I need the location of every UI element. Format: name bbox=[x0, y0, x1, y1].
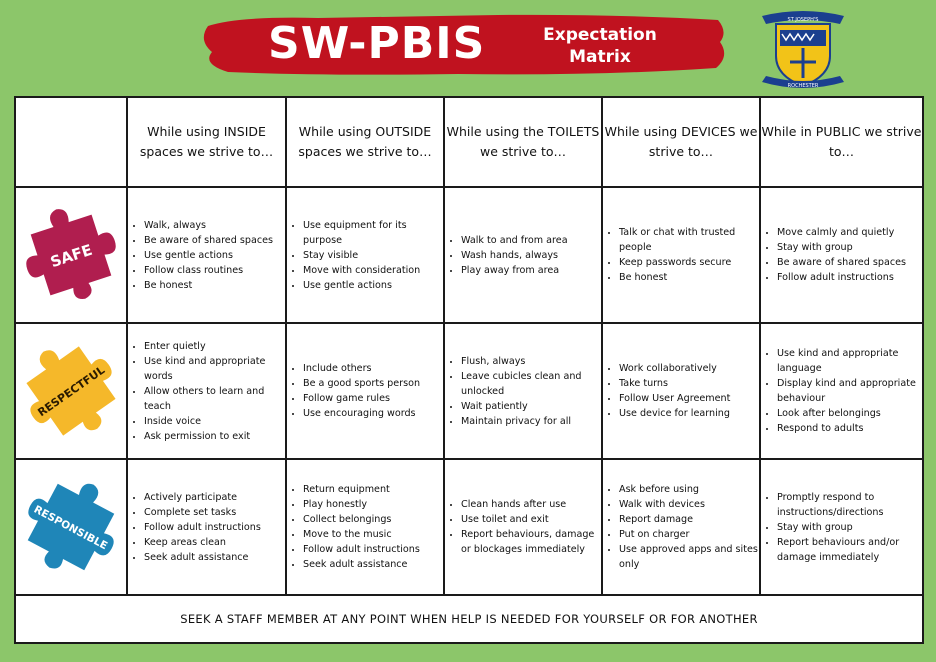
list-item: • Complete set tasks bbox=[144, 505, 285, 520]
school-crest bbox=[758, 6, 848, 94]
page-subtitle bbox=[530, 24, 670, 68]
list-item: • Be honest bbox=[619, 270, 759, 285]
list-item: • Seek adult assistance bbox=[144, 550, 285, 565]
list-item: • Be aware of shared spaces bbox=[777, 255, 922, 270]
list-item: • Wait patiently bbox=[461, 399, 601, 414]
list-item: • Follow adult instructions bbox=[777, 270, 922, 285]
list-item: • Respond to adults bbox=[777, 421, 922, 436]
list-item: • Inside voice bbox=[144, 414, 285, 429]
cell-respectful-toilets bbox=[444, 323, 602, 459]
puzzle-piece-responsible-icon bbox=[17, 467, 125, 587]
crest-top-text: ST JOSEPH'S bbox=[787, 17, 819, 23]
list-item: • Follow class routines bbox=[144, 263, 285, 278]
list-item: • Include others bbox=[303, 361, 443, 376]
list-item: • Take turns bbox=[619, 376, 759, 391]
cell-safe-devices bbox=[602, 187, 760, 323]
corner-cell bbox=[15, 97, 127, 187]
cell-responsible-public bbox=[760, 459, 923, 595]
list-item: • Use gentle actions bbox=[303, 278, 443, 293]
list-item: • Follow adult instructions bbox=[144, 520, 285, 535]
cell-responsible-outside bbox=[286, 459, 444, 595]
list-item: • Wash hands, always bbox=[461, 248, 601, 263]
cell-responsible-inside bbox=[127, 459, 286, 595]
list-item: • Clean hands after use bbox=[461, 497, 601, 512]
list-item: • Stay with group bbox=[777, 520, 922, 535]
list-item: • Play away from area bbox=[461, 263, 601, 278]
list-item: • Move to the music bbox=[303, 527, 443, 542]
cell-respectful-devices bbox=[602, 323, 760, 459]
list-item: • Work collaboratively bbox=[619, 361, 759, 376]
list-item: • Move with consideration bbox=[303, 263, 443, 278]
list-item: • Return equipment bbox=[303, 482, 443, 497]
list-item: • Move calmly and quietly bbox=[777, 225, 922, 240]
column-header-inside: While using INSIDE spaces we strive to… bbox=[127, 97, 286, 187]
list-item: • Follow adult instructions bbox=[303, 542, 443, 557]
list-item: • Stay with group bbox=[777, 240, 922, 255]
row-safe bbox=[15, 187, 923, 323]
list-item: • Flush, always bbox=[461, 354, 601, 369]
list-item: • Use kind and appropriate words bbox=[144, 354, 285, 384]
footer-row bbox=[15, 595, 923, 643]
column-header-outside: While using OUTSIDE spaces we strive to… bbox=[286, 97, 444, 187]
list-item: • Walk with devices bbox=[619, 497, 759, 512]
cell-responsible-toilets bbox=[444, 459, 602, 595]
list-item: • Collect belongings bbox=[303, 512, 443, 527]
list-item: • Ask before using bbox=[619, 482, 759, 497]
list-item: • Walk to and from area bbox=[461, 233, 601, 248]
list-item: • Be a good sports person bbox=[303, 376, 443, 391]
row-label-respectful-text: RESPECTFUL bbox=[35, 363, 108, 420]
row-label-respectful bbox=[15, 323, 127, 459]
list-item: • Stay visible bbox=[303, 248, 443, 263]
list-item: • Leave cubicles clean and unlocked bbox=[461, 369, 601, 399]
row-respectful bbox=[15, 323, 923, 459]
row-label-safe-text: SAFE bbox=[48, 240, 95, 272]
crest-bottom-text: ROCHESTER bbox=[787, 83, 819, 89]
list-item: • Enter quietly bbox=[144, 339, 285, 354]
list-item: • Use device for learning bbox=[619, 406, 759, 421]
list-item: • Allow others to learn and teach bbox=[144, 384, 285, 414]
list-item: • Put on charger bbox=[619, 527, 759, 542]
list-item: • Maintain privacy for all bbox=[461, 414, 601, 429]
cell-safe-public bbox=[760, 187, 923, 323]
list-item: • Walk, always bbox=[144, 218, 285, 233]
cell-respectful-outside bbox=[286, 323, 444, 459]
list-item: • Use kind and appropriate language bbox=[777, 346, 922, 376]
subtitle-line-1: Expectation bbox=[543, 25, 657, 45]
list-item: • Keep passwords secure bbox=[619, 255, 759, 270]
list-item: • Ask permission to exit bbox=[144, 429, 285, 444]
list-item: • Report damage bbox=[619, 512, 759, 527]
list-item: • Be aware of shared spaces bbox=[144, 233, 285, 248]
column-header-toilets: While using the TOILETS we strive to… bbox=[444, 97, 602, 187]
list-item: • Report behaviours and/or damage immediately bbox=[777, 535, 922, 565]
list-item: • Promptly respond to instructions/directions bbox=[777, 490, 922, 520]
row-label-safe bbox=[15, 187, 127, 323]
list-item: • Use approved apps and sites only bbox=[619, 542, 759, 572]
cell-safe-inside bbox=[127, 187, 286, 323]
row-responsible bbox=[15, 459, 923, 595]
list-item: • Talk or chat with trusted people bbox=[619, 225, 759, 255]
cell-respectful-inside bbox=[127, 323, 286, 459]
column-header-devices: While using DEVICES we strive to… bbox=[602, 97, 760, 187]
row-label-responsible bbox=[15, 459, 127, 595]
puzzle-piece-safe-icon bbox=[17, 195, 125, 315]
list-item: • Follow game rules bbox=[303, 391, 443, 406]
cell-responsible-devices bbox=[602, 459, 760, 595]
list-item: • Play honestly bbox=[303, 497, 443, 512]
page-title: SW-PBIS bbox=[268, 18, 486, 69]
list-item: • Keep areas clean bbox=[144, 535, 285, 550]
footer-note: SEEK A STAFF MEMBER AT ANY POINT WHEN HELP IS NEEDED FOR YOURSELF OR FOR ANOTHER bbox=[15, 595, 923, 643]
list-item: • Be honest bbox=[144, 278, 285, 293]
list-item: • Actively participate bbox=[144, 490, 285, 505]
list-item: • Display kind and appropriate behaviour bbox=[777, 376, 922, 406]
cell-respectful-public bbox=[760, 323, 923, 459]
list-item: • Seek adult assistance bbox=[303, 557, 443, 572]
row-label-responsible-text: RESPONSIBLE bbox=[31, 503, 110, 553]
header-row bbox=[15, 97, 923, 187]
puzzle-piece-respectful-icon bbox=[17, 331, 125, 451]
list-item: • Use equipment for its purpose bbox=[303, 218, 443, 248]
list-item: • Follow User Agreement bbox=[619, 391, 759, 406]
column-header-public: While in PUBLIC we strive to… bbox=[760, 97, 923, 187]
cell-safe-outside bbox=[286, 187, 444, 323]
list-item: • Report behaviours, damage or blockages immediately bbox=[461, 527, 601, 557]
expectation-matrix bbox=[14, 96, 924, 644]
cell-safe-toilets bbox=[444, 187, 602, 323]
list-item: • Use gentle actions bbox=[144, 248, 285, 263]
list-item: • Use encouraging words bbox=[303, 406, 443, 421]
list-item: • Look after belongings bbox=[777, 406, 922, 421]
subtitle-line-2: Matrix bbox=[569, 47, 631, 67]
list-item: • Use toilet and exit bbox=[461, 512, 601, 527]
